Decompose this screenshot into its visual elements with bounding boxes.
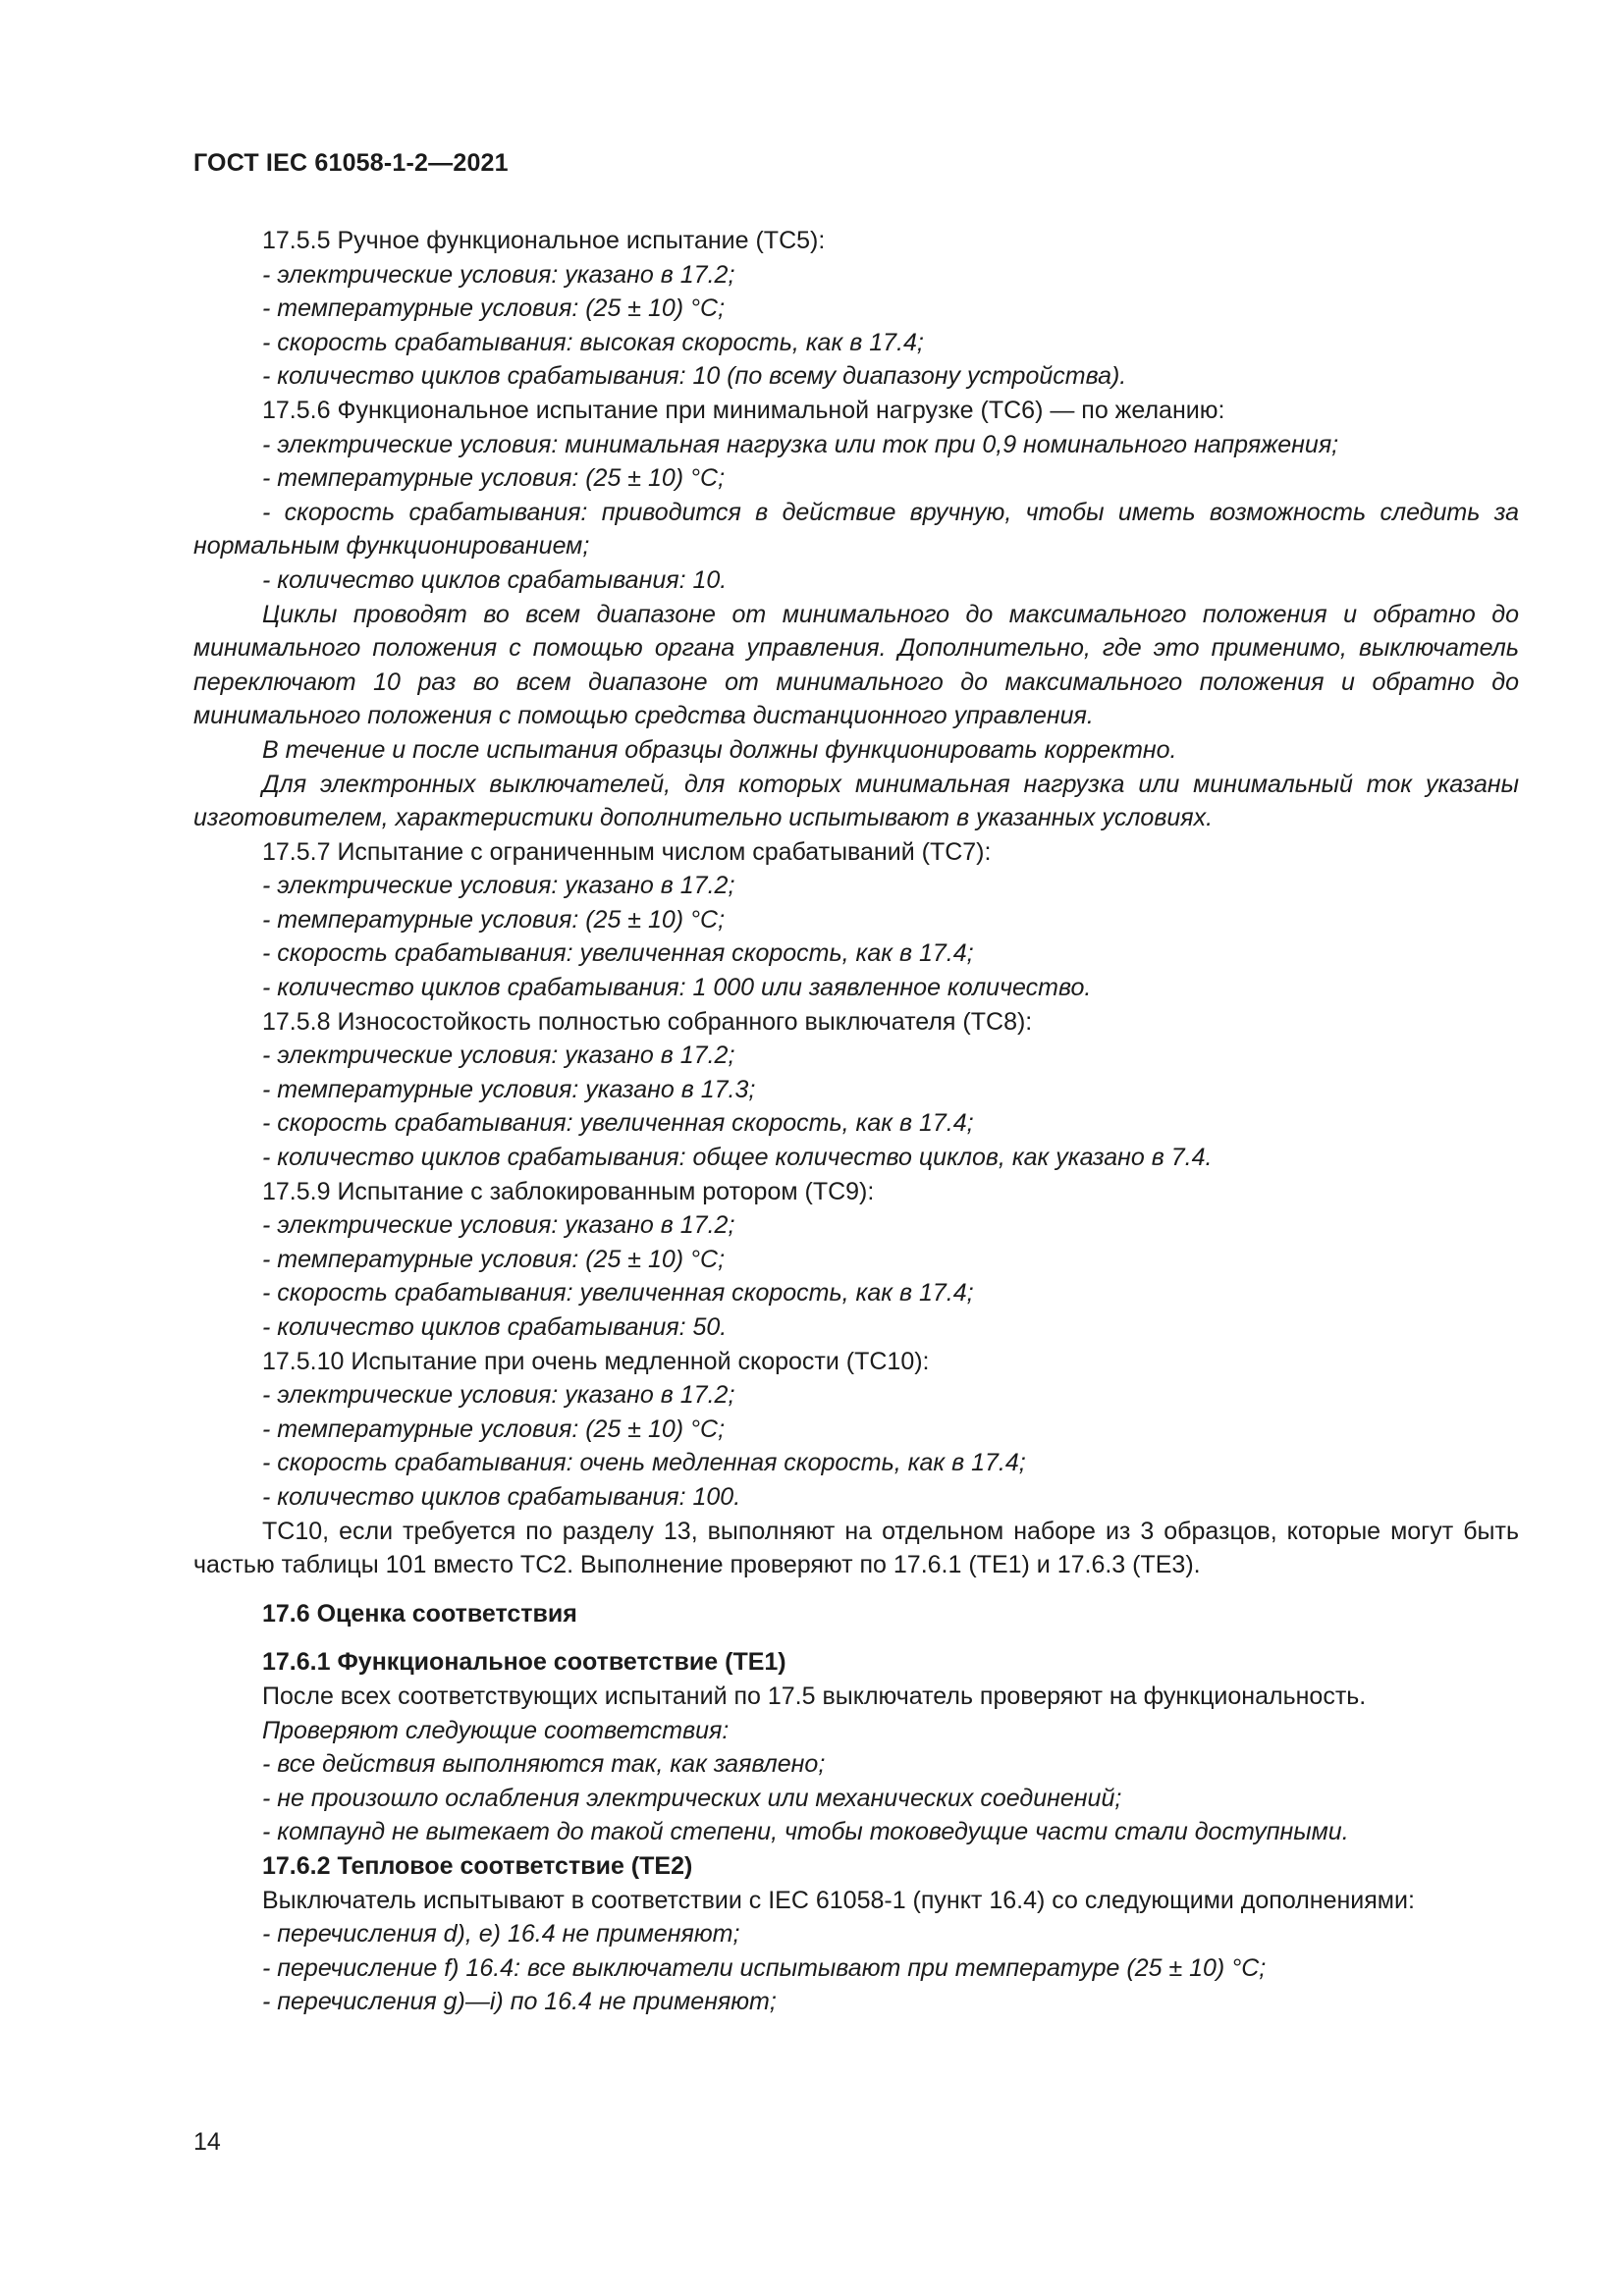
list-item: - количество циклов срабатывания: 50. xyxy=(262,1313,728,1341)
list-item: - не произошло ослабления электрических или механических соединений; xyxy=(262,1784,1122,1812)
clause-17-5-6: 17.5.6 Функциональное испытание при минимальной нагрузке (ТС6) — по желанию: xyxy=(262,396,1225,424)
clause-17-5-7: 17.5.7 Испытание с ограниченным числом срабатываний (ТС7): xyxy=(262,837,992,866)
list-item: - электрические условия: указано в 17.2; xyxy=(262,872,735,900)
list-item: - температурные условия: (25 ± 10) °С; xyxy=(262,1415,726,1443)
list-item: - количество циклов срабатывания: 10 (по всему диапазону устройства). xyxy=(262,362,1127,391)
list-item: - скорость срабатывания: увеличенная скорость, как в 17.4; xyxy=(262,1109,974,1138)
list-item: - температурные условия: указано в 17.3; xyxy=(262,1075,756,1103)
list-item: - скорость срабатывания: увеличенная скорость, как в 17.4; xyxy=(262,939,974,968)
list-item: - перечисления d), е) 16.4 не применяют; xyxy=(262,1920,740,1949)
list-item: - компаунд не вытекает до такой степени, чтобы токоведущие части стали доступными. xyxy=(262,1818,1349,1846)
list-item: - перечисление f) 16.4: все выключатели испытывают при температуре (25 ± 10) °С; xyxy=(262,1953,1267,1982)
subsection-heading-17-6-1: 17.6.1 Функциональное соответствие (ТЕ1) xyxy=(262,1648,786,1677)
page-number: 14 xyxy=(193,2128,221,2156)
list-item: - электрические условия: указано в 17.2; xyxy=(262,1041,735,1070)
subsection-heading-17-6-2: 17.6.2 Тепловое соответствие (ТЕ2) xyxy=(262,1851,693,1880)
clause-17-5-8: 17.5.8 Износостойкость полностью собранного выключателя (ТС8): xyxy=(262,1007,1033,1036)
section-heading-17-6: 17.6 Оценка соответствия xyxy=(262,1599,577,1628)
list-item: - скорость срабатывания: увеличенная скорость, как в 17.4; xyxy=(262,1279,974,1308)
body-paragraph: После всех соответствующих испытаний по 17.5 выключатель проверяют на функциональность. xyxy=(262,1682,1367,1710)
document-body xyxy=(193,224,1519,2019)
list-item: - перечисления g)—i) по 16.4 не применяют; xyxy=(262,1988,777,2016)
body-paragraph: Циклы проводят во всем диапазоне от минимального до максимального положения и обратно до минимального положения с помощью органа управления. Дополнительно, где это применимо, выключатель переключают 10 раз во всем диапазоне от минимального до максимального положения и обратно до минимального положения с помощью средства дистанционного управления. xyxy=(193,600,1519,730)
list-item: - электрические условия: указано в 17.2; xyxy=(262,1381,735,1410)
list-item: - количество циклов срабатывания: общее количество циклов, как указано в 7.4. xyxy=(262,1144,1213,1172)
list-item: - количество циклов срабатывания: 10. xyxy=(262,565,728,594)
list-item: - температурные условия: (25 ± 10) °С; xyxy=(262,464,726,493)
list-item: - температурные условия: (25 ± 10) °С; xyxy=(262,294,726,323)
list-item: - скорость срабатывания: высокая скорость, как в 17.4; xyxy=(262,328,924,356)
list-item: - количество циклов срабатывания: 1 000 или заявленное количество. xyxy=(262,974,1092,1002)
list-item: - электрические условия: минимальная нагрузка или ток при 0,9 номинального напряжения; xyxy=(262,430,1339,458)
body-paragraph: ТС10, если требуется по разделу 13, выполняют на отдельном наборе из 3 образцов, которые могут быть частью таблицы 101 вместо ТС2. Выполнение проверяют по 17.6.1 (ТЕ1) и 17.6.3 (ТЕ3). xyxy=(193,1517,1519,1579)
clause-17-5-5: 17.5.5 Ручное функциональное испытание (ТС5): xyxy=(262,227,826,254)
list-item: - температурные условия: (25 ± 10) °С; xyxy=(262,1245,726,1273)
list-item: - количество циклов срабатывания: 100. xyxy=(262,1482,741,1511)
list-item: - все действия выполняются так, как заявлено; xyxy=(262,1750,826,1779)
body-paragraph: Выключатель испытывают в соответствии с IEC 61058-1 (пункт 16.4) со следующими дополнениями: xyxy=(262,1886,1415,1914)
body-paragraph: Для электронных выключателей, для которых минимальная нагрузка или минимальный ток указаны изготовителем, характеристики дополнительно испытывают в указанных условиях. xyxy=(193,770,1519,832)
list-item-wrapped: - скорость срабатывания: приводится в действие вручную, чтобы иметь возможность следить за нормальным функционированием; xyxy=(193,498,1519,561)
list-item: - электрические условия: указано в 17.2; xyxy=(262,260,735,289)
list-item: - электрические условия: указано в 17.2; xyxy=(262,1211,735,1240)
body-paragraph: В течение и после испытания образцы должны функционировать корректно. xyxy=(262,735,1177,764)
list-item: - температурные условия: (25 ± 10) °С; xyxy=(262,905,726,934)
body-paragraph: Проверяют следующие соответствия: xyxy=(262,1716,730,1744)
document-header: ГОСТ IEC 61058-1-2—2021 xyxy=(193,149,509,177)
clause-17-5-10: 17.5.10 Испытание при очень медленной скорости (ТС10): xyxy=(262,1347,930,1375)
clause-17-5-9: 17.5.9 Испытание с заблокированным ротором (ТС9): xyxy=(262,1177,875,1205)
list-item: - скорость срабатывания: очень медленная скорость, как в 17.4; xyxy=(262,1449,1026,1477)
